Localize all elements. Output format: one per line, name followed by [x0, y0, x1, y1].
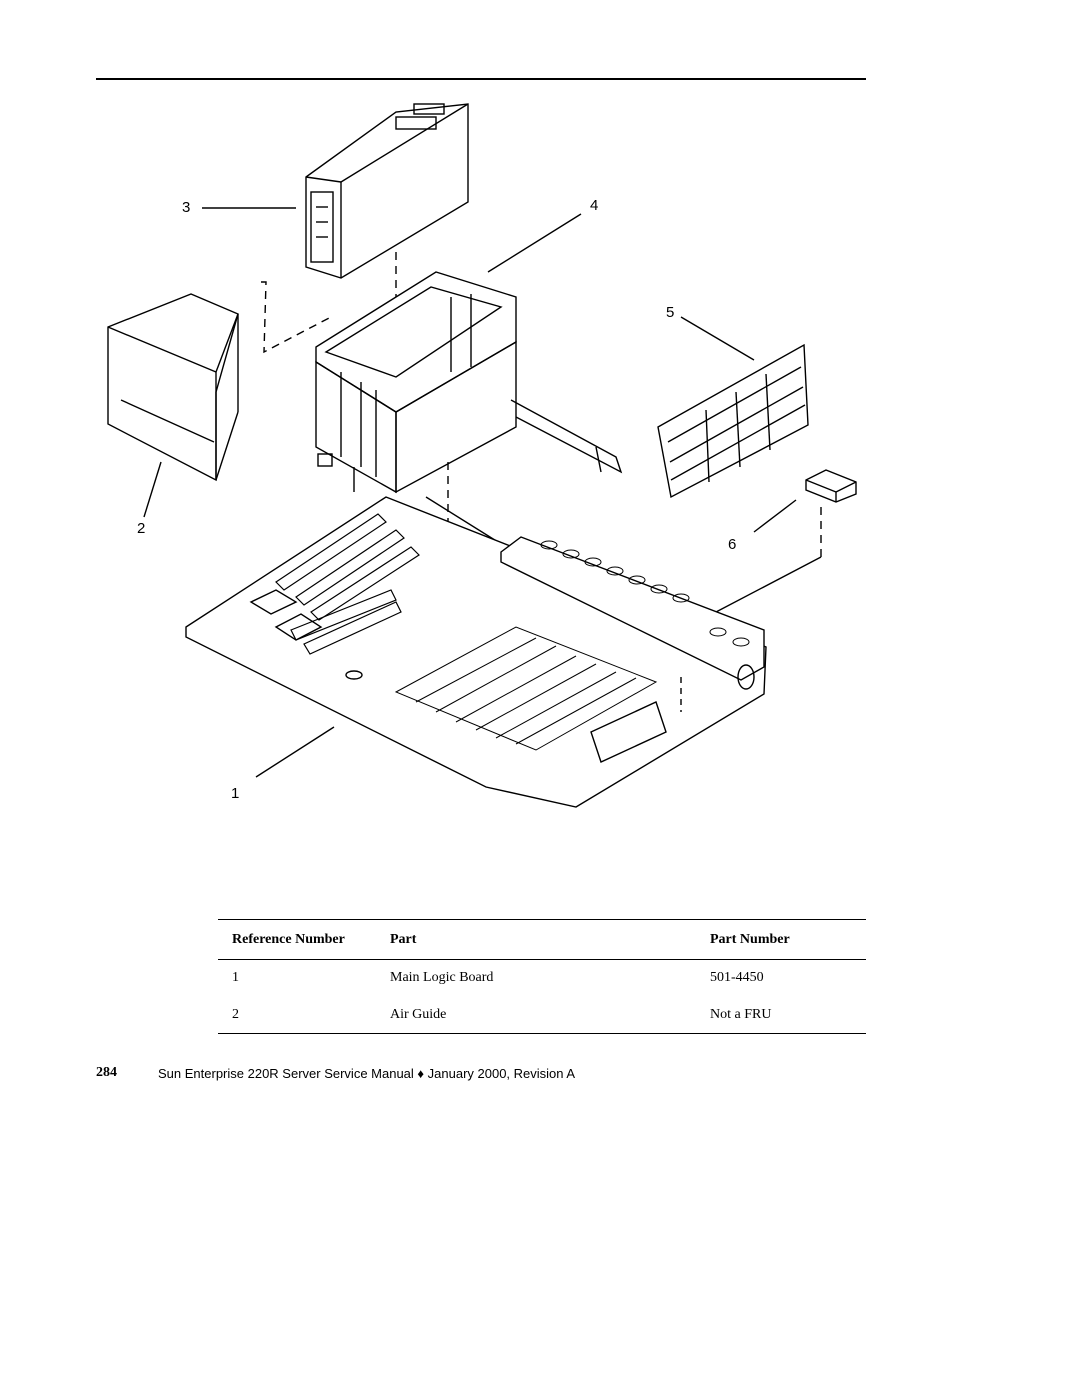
parts-list-table: [218, 919, 866, 1034]
main-logic-board-drawing: [186, 497, 766, 807]
air-guide-drawing: [108, 294, 238, 480]
power-module-drawing: [306, 104, 468, 278]
callout-1: 1: [231, 785, 240, 802]
callout-6: 6: [728, 536, 737, 553]
cage-drawing: [316, 272, 621, 492]
table-header-row: [218, 920, 866, 960]
page-footer: [96, 1065, 876, 1085]
cell-part: Air Guide: [390, 1006, 447, 1022]
header-reference-number: Reference Number: [232, 931, 345, 947]
connector-drawing: [806, 470, 856, 502]
callout-4: 4: [590, 197, 599, 214]
cell-part: Main Logic Board: [390, 970, 494, 986]
top-rule: [96, 78, 866, 80]
page-number: 284: [96, 1065, 117, 1080]
cell-part-number: Not a FRU: [710, 1006, 772, 1022]
cell-reference-number: 1: [232, 970, 239, 986]
table-row: [218, 997, 866, 1034]
cell-reference-number: 2: [232, 1006, 239, 1022]
callout-2: 2: [137, 520, 146, 537]
header-part: Part: [390, 931, 417, 947]
footer-text: Sun Enterprise 220R Server Service Manual ♦ January 2000, Revision A: [158, 1066, 576, 1081]
header-part-number: Part Number: [710, 931, 790, 947]
callout-5: 5: [666, 304, 675, 321]
exploded-parts-illustration: [96, 82, 866, 842]
cell-part-number: 501-4450: [710, 970, 764, 986]
memory-card-drawing: [658, 345, 808, 497]
callout-3: 3: [182, 199, 191, 216]
table-row: [218, 960, 866, 997]
